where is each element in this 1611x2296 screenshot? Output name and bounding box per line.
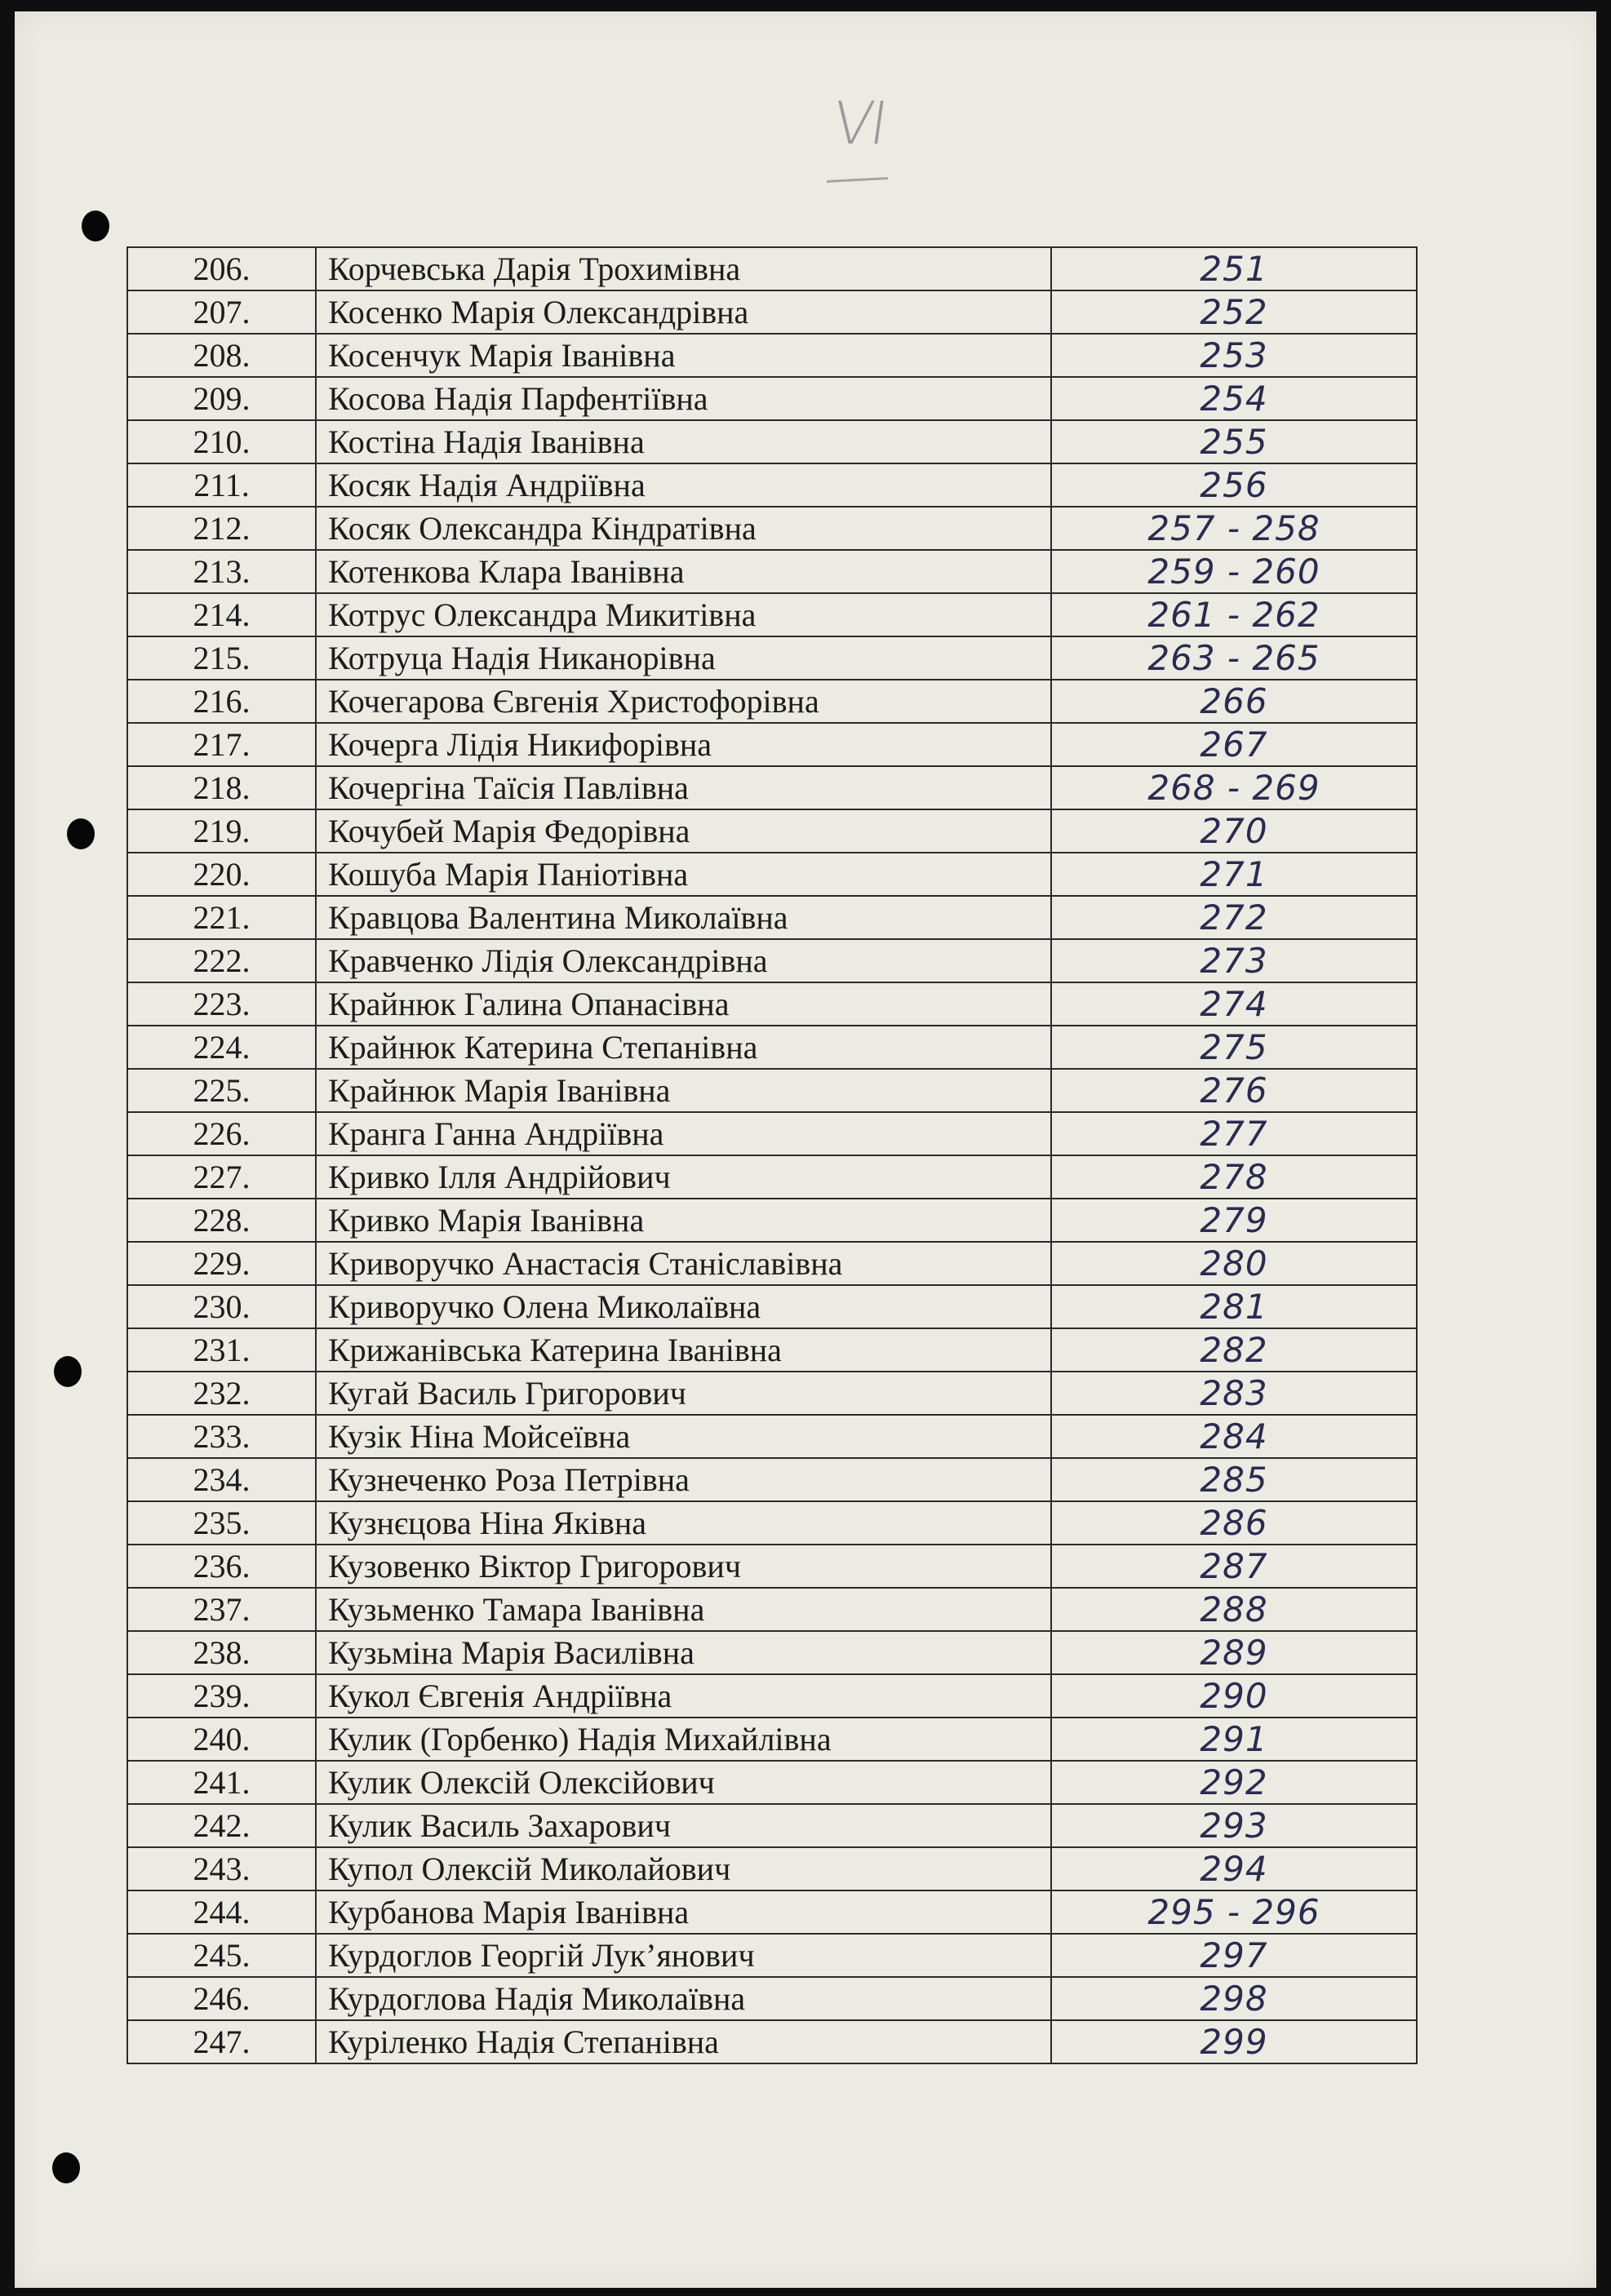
row-number: 215. [127,636,316,680]
page-reference: 256 [1051,463,1417,507]
table-row [127,1026,1417,1069]
page-reference: 259 - 260 [1051,550,1417,593]
table-row [127,1804,1417,1847]
page-reference: 298 [1051,1977,1417,2020]
person-name: Кочергіна Таїсія Павлівна [316,766,1051,809]
page-reference: 276 [1051,1069,1417,1112]
row-number: 210. [127,420,316,463]
table-row [127,420,1417,463]
person-name: Кузнєцова Ніна Яківна [316,1501,1051,1545]
table-row [127,507,1417,550]
page-reference: 263 - 265 [1051,636,1417,680]
person-name: Криворучко Олена Миколаївна [316,1285,1051,1328]
person-name: Кузнеченко Роза Петрівна [316,1458,1051,1501]
table-row [127,1934,1417,1977]
row-number: 247. [127,2020,316,2063]
person-name: Кочубей Марія Федорівна [316,809,1051,853]
table-row [127,809,1417,853]
punch-hole [67,818,95,849]
person-name: Крайнюк Марія Іванівна [316,1069,1051,1112]
row-number: 244. [127,1890,316,1934]
table-row [127,593,1417,636]
page-reference: 287 [1051,1545,1417,1588]
page-reference: 292 [1051,1761,1417,1804]
person-name: Кулик (Горбенко) Надія Михайлівна [316,1718,1051,1761]
person-name: Котруца Надія Никанорівна [316,636,1051,680]
table-row [127,636,1417,680]
page-reference: 291 [1051,1718,1417,1761]
row-number: 246. [127,1977,316,2020]
row-number: 230. [127,1285,316,1328]
page-reference: 297 [1051,1934,1417,1977]
row-number: 237. [127,1588,316,1631]
punch-hole [54,1356,82,1387]
person-name: Кранга Ганна Андріївна [316,1112,1051,1155]
registry-table [126,246,1418,2064]
table-row [127,1112,1417,1155]
table-row [127,853,1417,896]
table-row [127,1242,1417,1285]
table-row [127,723,1417,766]
table-row [127,1328,1417,1372]
page-reference: 286 [1051,1501,1417,1545]
person-name: Кулик Олексій Олексійович [316,1761,1051,1804]
row-number: 236. [127,1545,316,1588]
row-number: 216. [127,680,316,723]
table-row [127,1285,1417,1328]
person-name: Косенчук Марія Іванівна [316,334,1051,377]
page-reference: 299 [1051,2020,1417,2063]
table-row [127,982,1417,1026]
table-row [127,247,1417,290]
person-name: Косова Надія Парфентіївна [316,377,1051,420]
table-row [127,1674,1417,1718]
row-number: 239. [127,1674,316,1718]
table-row [127,334,1417,377]
row-number: 227. [127,1155,316,1199]
person-name: Курдоглов Георгій Лук’янович [316,1934,1051,1977]
person-name: Кузьменко Тамара Іванівна [316,1588,1051,1631]
person-name: Косяк Олександра Кіндратівна [316,507,1051,550]
page-reference: 274 [1051,982,1417,1026]
page-reference: 279 [1051,1199,1417,1242]
person-name: Курдоглова Надія Миколаївна [316,1977,1051,2020]
row-number: 228. [127,1199,316,1242]
table-row [127,1155,1417,1199]
table-row [127,377,1417,420]
row-number: 243. [127,1847,316,1890]
person-name: Котенкова Клара Іванівна [316,550,1051,593]
page-reference: 251 [1051,247,1417,290]
table-row [127,766,1417,809]
row-number: 222. [127,939,316,982]
table-row [127,1761,1417,1804]
table-row [127,1501,1417,1545]
row-number: 206. [127,247,316,290]
page-reference: 277 [1051,1112,1417,1155]
row-number: 229. [127,1242,316,1285]
person-name: Кочерга Лідія Никифорівна [316,723,1051,766]
table-row [127,463,1417,507]
table-row [127,1890,1417,1934]
person-name: Котрус Олександра Микитівна [316,593,1051,636]
row-number: 232. [127,1372,316,1415]
person-name: Кочегарова Євгенія Христофорівна [316,680,1051,723]
table-row [127,1718,1417,1761]
table-row [127,1631,1417,1674]
row-number: 209. [127,377,316,420]
row-number: 242. [127,1804,316,1847]
person-name: Крижанівська Катерина Іванівна [316,1328,1051,1372]
table-row [127,2020,1417,2063]
page-reference: 293 [1051,1804,1417,1847]
page-reference: 280 [1051,1242,1417,1285]
table-row [127,896,1417,939]
page-reference: 278 [1051,1155,1417,1199]
page-reference: 267 [1051,723,1417,766]
row-number: 218. [127,766,316,809]
row-number: 233. [127,1415,316,1458]
person-name: Кугай Василь Григорович [316,1372,1051,1415]
page-reference: 254 [1051,377,1417,420]
page-reference: 266 [1051,680,1417,723]
page-reference: 289 [1051,1631,1417,1674]
person-name: Косенко Марія Олександрівна [316,290,1051,334]
person-name: Кузовенко Віктор Григорович [316,1545,1051,1588]
table-row [127,1372,1417,1415]
person-name: Кошуба Марія Паніотівна [316,853,1051,896]
person-name: Куріленко Надія Степанівна [316,2020,1051,2063]
page-reference: 283 [1051,1372,1417,1415]
person-name: Кривко Марія Іванівна [316,1199,1051,1242]
table-row [127,1977,1417,2020]
person-name: Косяк Надія Андріївна [316,463,1051,507]
person-name: Кулик Василь Захарович [316,1804,1051,1847]
page-reference: 282 [1051,1328,1417,1372]
person-name: Костіна Надія Іванівна [316,420,1051,463]
table-row [127,1069,1417,1112]
row-number: 223. [127,982,316,1026]
row-number: 231. [127,1328,316,1372]
table-row [127,1847,1417,1890]
punch-hole [52,2152,80,2183]
person-name: Крайнюк Галина Опанасівна [316,982,1051,1026]
table-row [127,550,1417,593]
page-reference: 294 [1051,1847,1417,1890]
table-row [127,1458,1417,1501]
page-reference: 290 [1051,1674,1417,1718]
person-name: Кузік Ніна Мойсеївна [316,1415,1051,1458]
page-reference: 271 [1051,853,1417,896]
table-row [127,1588,1417,1631]
table-row [127,1415,1417,1458]
row-number: 235. [127,1501,316,1545]
page-reference: 255 [1051,420,1417,463]
person-name: Купол Олексій Миколайович [316,1847,1051,1890]
page-reference: 273 [1051,939,1417,982]
row-number: 238. [127,1631,316,1674]
table-row [127,939,1417,982]
row-number: 207. [127,290,316,334]
row-number: 212. [127,507,316,550]
person-name: Курбанова Марія Іванівна [316,1890,1051,1934]
page-reference: 261 - 262 [1051,593,1417,636]
row-number: 225. [127,1069,316,1112]
page-reference: 268 - 269 [1051,766,1417,809]
row-number: 213. [127,550,316,593]
person-name: Корчевська Дарія Трохимівна [316,247,1051,290]
table-row [127,1199,1417,1242]
page-reference: 295 - 296 [1051,1890,1417,1934]
person-name: Кравченко Лідія Олександрівна [316,939,1051,982]
registry-rows [127,247,1417,2063]
row-number: 214. [127,593,316,636]
row-number: 226. [127,1112,316,1155]
person-name: Кукол Євгенія Андріївна [316,1674,1051,1718]
row-number: 217. [127,723,316,766]
row-number: 234. [127,1458,316,1501]
page-reference: 275 [1051,1026,1417,1069]
page-reference: 284 [1051,1415,1417,1458]
person-name: Кузьміна Марія Василівна [316,1631,1051,1674]
page-reference: 252 [1051,290,1417,334]
page-reference: 257 - 258 [1051,507,1417,550]
page-reference: 288 [1051,1588,1417,1631]
page-reference: 272 [1051,896,1417,939]
table-row [127,680,1417,723]
punch-hole [82,211,109,242]
row-number: 224. [127,1026,316,1069]
page-reference: 285 [1051,1458,1417,1501]
person-name: Крайнюк Катерина Степанівна [316,1026,1051,1069]
row-number: 245. [127,1934,316,1977]
page-reference: 270 [1051,809,1417,853]
handwritten-section-mark: VI [828,89,890,157]
page-reference: 281 [1051,1285,1417,1328]
table-row [127,1545,1417,1588]
person-name: Криворучко Анастасія Станіславівна [316,1242,1051,1285]
row-number: 220. [127,853,316,896]
row-number: 208. [127,334,316,377]
row-number: 219. [127,809,316,853]
person-name: Кравцова Валентина Миколаївна [316,896,1051,939]
person-name: Кривко Ілля Андрійович [316,1155,1051,1199]
row-number: 240. [127,1718,316,1761]
table-row [127,290,1417,334]
row-number: 241. [127,1761,316,1804]
row-number: 221. [127,896,316,939]
row-number: 211. [127,463,316,507]
mark-underline [827,177,888,183]
page-reference: 253 [1051,334,1417,377]
